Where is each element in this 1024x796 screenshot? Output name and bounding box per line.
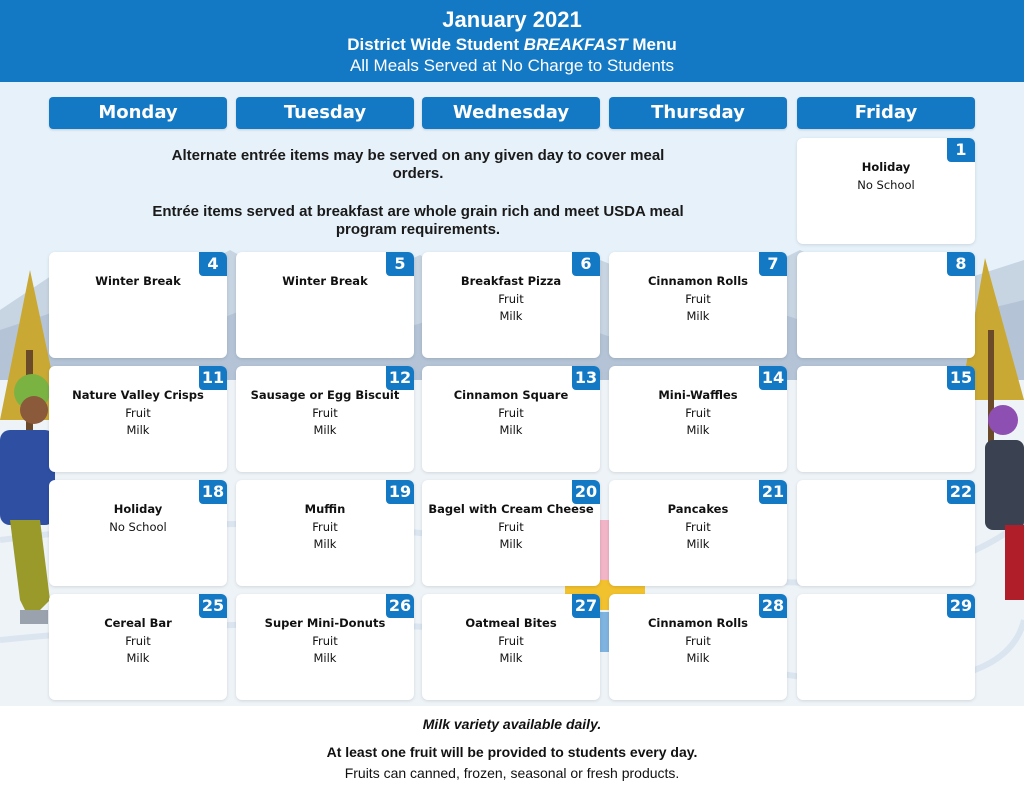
menu-items (236, 615, 414, 668)
menu-entree: Cinnamon Square (453, 388, 569, 402)
day-cell (236, 594, 414, 700)
menu-entree: Cereal Bar (104, 616, 172, 630)
day-number: 19 (386, 480, 414, 504)
menu-side: Fruit (685, 405, 711, 420)
menu-side: Milk (499, 651, 523, 665)
day-number: 15 (947, 366, 975, 390)
day-number: 29 (947, 594, 975, 618)
day-number: 5 (386, 252, 414, 276)
day-number: 21 (759, 480, 787, 504)
menu-side: No School (857, 177, 915, 192)
menu-side: Fruit (125, 633, 151, 648)
menu-entree: Cinnamon Rolls (647, 616, 749, 630)
page-header (0, 0, 1024, 82)
menu-side: Fruit (312, 405, 338, 420)
menu-side: Fruit (125, 405, 151, 420)
menu-side: No School (109, 519, 167, 534)
menu-items (422, 501, 600, 554)
menu-entree: Cinnamon Rolls (647, 274, 749, 288)
menu-side: Fruit (312, 633, 338, 648)
day-header-thursday: Thursday (609, 97, 787, 129)
day-cell (49, 594, 227, 700)
day-number: 18 (199, 480, 227, 504)
day-cell (797, 594, 975, 700)
page-tagline: All Meals Served at No Charge to Students (349, 56, 675, 75)
menu-entree: Holiday (113, 502, 163, 516)
menu-items (422, 615, 600, 668)
day-number: 14 (759, 366, 787, 390)
page-title: January 2021 (442, 7, 582, 32)
subtitle-emphasis: BREAKFAST (523, 35, 628, 54)
subtitle-prefix: District Wide Student (347, 35, 524, 54)
menu-side: Fruit (312, 519, 338, 534)
menu-entree: Bagel with Cream Cheese (428, 502, 594, 516)
menu-items (49, 615, 227, 668)
menu-items (609, 615, 787, 668)
menu-items (609, 501, 787, 554)
menu-side: Milk (686, 651, 710, 665)
day-cell (609, 480, 787, 586)
day-number: 13 (572, 366, 600, 390)
menu-items (609, 387, 787, 440)
menu-items (49, 387, 227, 440)
menu-side: Milk (686, 423, 710, 437)
day-cell (49, 252, 227, 358)
day-number: 1 (947, 138, 975, 162)
day-cell (422, 252, 600, 358)
day-cell (609, 594, 787, 700)
fruit-detail: Fruits can canned, frozen, seasonal or fresh products. (344, 765, 680, 781)
day-header-tuesday: Tuesday (236, 97, 414, 129)
menu-side: Fruit (685, 633, 711, 648)
day-number: 11 (199, 366, 227, 390)
menu-side: Milk (126, 651, 150, 665)
day-number: 6 (572, 252, 600, 276)
menu-entree: Oatmeal Bites (465, 616, 557, 630)
fruit-note: At least one fruit will be provided to students every day. (326, 744, 698, 760)
day-cell (797, 480, 975, 586)
day-cell (236, 480, 414, 586)
notice-whole-grain: Entrée items served at breakfast are whole grain rich and meet USDA meal program requirements. (152, 203, 684, 238)
day-cell (49, 480, 227, 586)
day-cell (236, 252, 414, 358)
day-cell (422, 480, 600, 586)
menu-items (49, 273, 227, 291)
menu-side: Fruit (685, 519, 711, 534)
day-cell (609, 252, 787, 358)
day-header-friday: Friday (797, 97, 975, 129)
menu-side: Milk (499, 423, 523, 437)
menu-entree: Mini-Waffles (658, 388, 738, 402)
notice-alternate-items: Alternate entrée items may be served on any given day to cover meal orders. (171, 147, 665, 182)
day-number: 12 (386, 366, 414, 390)
menu-items (422, 387, 600, 440)
menu-entree: Winter Break (95, 274, 181, 288)
menu-side: Fruit (498, 519, 524, 534)
menu-side: Milk (686, 537, 710, 551)
menu-entree: Breakfast Pizza (460, 274, 562, 288)
day-number: 25 (199, 594, 227, 618)
menu-side: Fruit (498, 633, 524, 648)
day-header-monday: Monday (49, 97, 227, 129)
menu-side: Milk (686, 309, 710, 323)
menu-side: Milk (313, 537, 337, 551)
day-cell (797, 138, 975, 244)
menu-items (236, 387, 414, 440)
day-number: 28 (759, 594, 787, 618)
day-number: 26 (386, 594, 414, 618)
day-number: 22 (947, 480, 975, 504)
day-cell (422, 366, 600, 472)
day-cell (797, 366, 975, 472)
day-header-wednesday: Wednesday (422, 97, 600, 129)
menu-items (49, 501, 227, 536)
day-number: 27 (572, 594, 600, 618)
menu-items (609, 273, 787, 326)
menu-side: Fruit (498, 291, 524, 306)
milk-note: Milk variety available daily. (422, 716, 602, 732)
day-cell (609, 366, 787, 472)
menu-entree: Super Mini-Donuts (264, 616, 386, 630)
day-cell (236, 366, 414, 472)
menu-entree: Sausage or Egg Biscuit (250, 388, 400, 402)
menu-side: Milk (499, 309, 523, 323)
subtitle-suffix: Menu (627, 35, 677, 54)
menu-entree: Pancakes (667, 502, 729, 516)
day-cell (422, 594, 600, 700)
menu-items (236, 273, 414, 291)
menu-items (797, 159, 975, 194)
menu-items (236, 501, 414, 554)
menu-side: Milk (313, 423, 337, 437)
day-number: 4 (199, 252, 227, 276)
day-number: 20 (572, 480, 600, 504)
menu-side: Milk (499, 537, 523, 551)
menu-side: Milk (126, 423, 150, 437)
menu-entree: Muffin (304, 502, 346, 516)
menu-side: Milk (313, 651, 337, 665)
menu-entree: Winter Break (282, 274, 368, 288)
day-cell (49, 366, 227, 472)
page-footer (0, 706, 1024, 796)
page-subtitle (0, 35, 1024, 55)
day-cell (797, 252, 975, 358)
menu-side: Fruit (498, 405, 524, 420)
menu-entree: Holiday (861, 160, 911, 174)
menu-side: Fruit (685, 291, 711, 306)
menu-items (422, 273, 600, 326)
day-number: 8 (947, 252, 975, 276)
day-number: 7 (759, 252, 787, 276)
menu-entree: Nature Valley Crisps (72, 388, 204, 402)
